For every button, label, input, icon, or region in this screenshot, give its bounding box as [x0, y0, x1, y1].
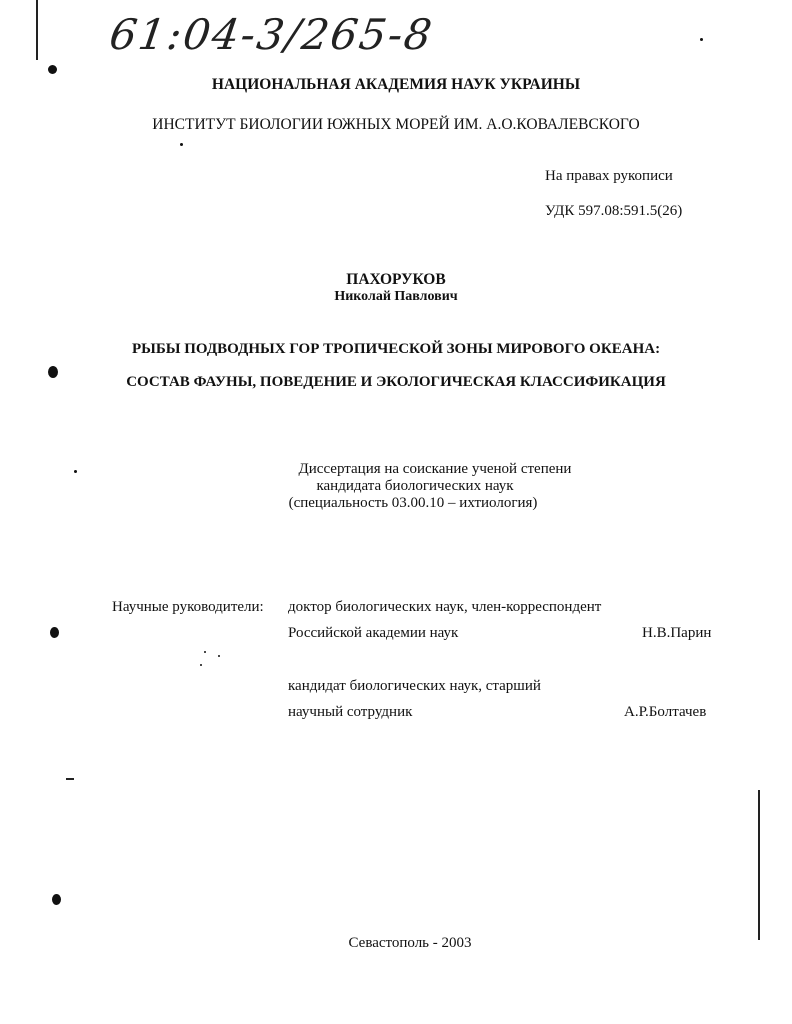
- dissertation-specialty: (специальность 03.00.10 – ихтиология): [288, 495, 538, 511]
- scan-edge-line: [36, 0, 38, 60]
- supervisor-1-title-line-2: Российской академии наук: [288, 625, 459, 641]
- dissertation-degree-line-1: Диссертация на соискание ученой степени: [298, 461, 572, 477]
- academy-name: НАЦИОНАЛЬНАЯ АКАДЕМИЯ НАУК УКРАИНЫ: [211, 76, 581, 93]
- scan-speck: [700, 38, 703, 41]
- scan-speck: [200, 664, 202, 666]
- supervisor-2-name: А.Р.Болтачев: [624, 704, 707, 720]
- thesis-title-line-1: РЫБЫ ПОДВОДНЫХ ГОР ТРОПИЧЕСКОЙ ЗОНЫ МИРОВОГО ОКЕАНА:: [131, 341, 661, 357]
- supervisors-label: Научные руководители:: [112, 599, 264, 615]
- binder-hole-mark: [50, 627, 59, 638]
- supervisor-2-title-line-2: научный сотрудник: [288, 704, 413, 720]
- dissertation-degree-line-2: кандидата биологических наук: [316, 478, 514, 494]
- scan-speck: [66, 778, 74, 780]
- binder-hole-mark: [48, 65, 57, 74]
- institute-name: ИНСТИТУТ БИОЛОГИИ ЮЖНЫХ МОРЕЙ ИМ. А.О.КОВАЛЕВСКОГО: [152, 116, 640, 133]
- scan-speck: [218, 655, 220, 657]
- scan-edge-line: [758, 790, 760, 940]
- supervisor-1-name: Н.В.Парин: [642, 625, 712, 641]
- author-given-names: Николай Павлович: [334, 289, 458, 304]
- scan-speck: [204, 651, 206, 653]
- city-year: Севастополь - 2003: [348, 935, 472, 951]
- scan-speck: [180, 143, 183, 146]
- manuscript-rights-note: На правах рукописи: [545, 168, 673, 184]
- scan-speck: [74, 470, 77, 473]
- handwritten-archive-code: 61:04-3/265-8: [106, 10, 437, 59]
- supervisor-1-title-line-1: доктор биологических наук, член-корреспондент: [288, 599, 602, 615]
- supervisor-2-title-line-1: кандидат биологических наук, старший: [288, 678, 541, 694]
- thesis-title-line-2: СОСТАВ ФАУНЫ, ПОВЕДЕНИЕ И ЭКОЛОГИЧЕСКАЯ КЛАССИФИКАЦИЯ: [126, 374, 666, 390]
- author-surname: ПАХОРУКОВ: [346, 271, 446, 288]
- binder-hole-mark: [52, 894, 61, 905]
- binder-hole-mark: [48, 366, 58, 378]
- udk-code: УДК 597.08:591.5(26): [545, 203, 683, 219]
